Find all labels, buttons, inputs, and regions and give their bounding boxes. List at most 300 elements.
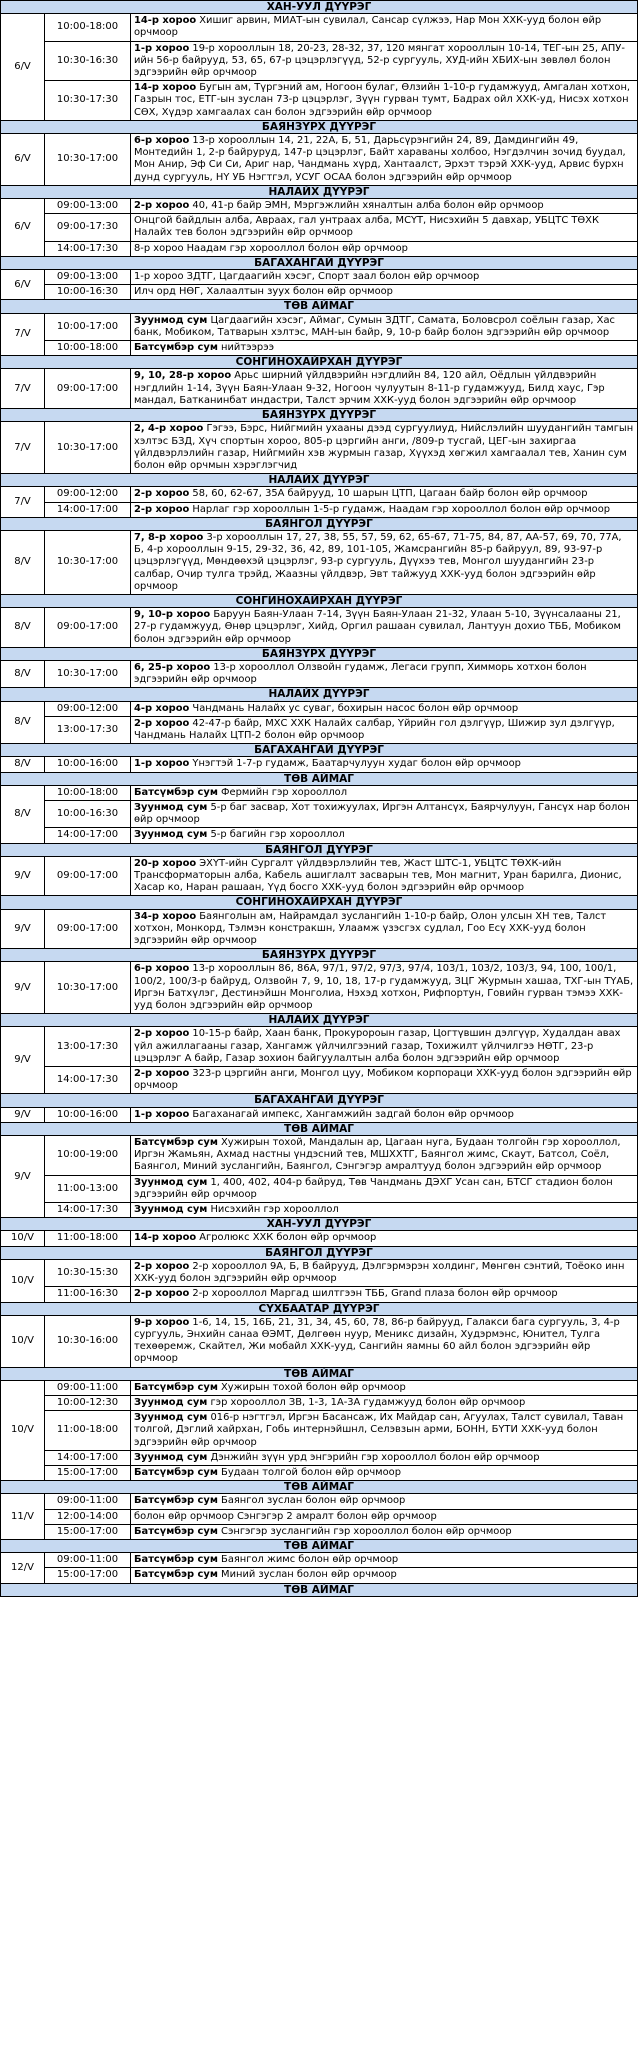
area-details: 323-р цэргийн анги, Монгол цуу, Мобиком корпораци ХХК-ууд болон эдгээрийн өйр орчмоор <box>134 1068 632 1092</box>
outage-area-description <box>131 199 638 214</box>
outage-time: 14:00-17:30 <box>45 1067 131 1094</box>
outage-time: 11:00-16:30 <box>45 1287 131 1302</box>
district-header-row <box>1 647 638 660</box>
area-details: Нарлаг гэр хорооллын 1-5-р гудамж, Наадам гэр хорооллол болон өйр орчмоор <box>189 503 611 515</box>
district-header: ТӨВ АЙМАГ <box>1 1539 638 1552</box>
district-header: СҮХБААТАР ДҮҮРЭГ <box>1 1302 638 1315</box>
area-location: Батсүмбэр сум <box>134 1466 218 1478</box>
area-location: 9, 10, 28-р хороо <box>134 370 232 382</box>
outage-time: 10:00-18:00 <box>45 341 131 356</box>
outage-area-description <box>131 1395 638 1410</box>
district-header-row <box>1 896 638 909</box>
district-header-row <box>1 474 638 487</box>
area-details: 2-р хорооллол Маргад шилтгээн ТББ, Grand плаза болон өйр орчмоор <box>189 1288 558 1300</box>
area-location: Батсүмбэр сум <box>134 1554 218 1566</box>
schedule-row <box>1 1107 638 1122</box>
district-header-row <box>1 300 638 313</box>
outage-area-description <box>131 716 638 743</box>
area-location: 2-р хороо <box>134 1288 190 1300</box>
schedule-row <box>1 341 638 356</box>
outage-area-description <box>131 1524 638 1539</box>
outage-time: 10:00-16:00 <box>45 1107 131 1122</box>
outage-time: 09:00-17:00 <box>45 909 131 949</box>
outage-time: 09:00-17:30 <box>45 214 131 241</box>
area-location: Зуунмод сум <box>134 1451 208 1463</box>
outage-time: 14:00-17:00 <box>45 502 131 517</box>
area-details: 1-р хороо ЗДТГ, Цагдаагийн хэсэг, Спорт заал болон өйр орчмоор <box>134 271 480 283</box>
area-details: Илч орд НӨГ, Халаалтын зуух болон өйр орчмоор <box>134 286 393 298</box>
outage-area-description <box>131 1231 638 1246</box>
area-details: 13-р хорооллын 86, 86А, 97/1, 97/2, 97/3, 97/4, 103/1, 103/2, 103/3, 94, 100, 100/1, 100/2, 100/3-р байруд, Олзвойн 7, 9, 10, 18, 17-р гудамжууд, ЗЦГ Журмын хашаа, ТХГ-ын ТҮАБ, Иргэн Батхүлэг, Дестинэйшн Монголиа, Нэхэд хотхон, Рифпортун, Говийн гурван тэмээ ХХК-ууд болон эдгээрийн өйр орчмоор <box>134 963 634 1012</box>
district-header: БАЯНГОЛ ДҮҮРЭГ <box>1 1246 638 1259</box>
district-header: БАГАХАНГАЙ ДҮҮРЭГ <box>1 744 638 757</box>
schedule-row <box>1 214 638 241</box>
outage-area-description <box>131 701 638 716</box>
area-details: 13-р хорооллол Олзвойн гудамж, Легаси групп, Химморь хотхон болон эдгээрийн өйр орчмоор <box>134 661 587 686</box>
schedule-row <box>1 1136 638 1176</box>
area-location: 2-р хороо <box>134 200 190 212</box>
schedule-row <box>1 502 638 517</box>
outage-date: 8/V <box>1 785 45 843</box>
outage-area-description <box>131 1315 638 1367</box>
outage-time: 13:00-17:30 <box>45 716 131 743</box>
area-details: 40, 41-р байр ЭМН, Мэргэжлийн хяналтын алба болон өйр орчмоор <box>189 200 544 212</box>
outage-area-description <box>131 1259 638 1286</box>
outage-time: 09:00-17:00 <box>45 856 131 896</box>
district-header-row <box>1 949 638 962</box>
outage-time: 14:00-17:30 <box>45 241 131 256</box>
outage-date: 10/V <box>1 1231 45 1246</box>
outage-time: 10:30-17:00 <box>45 422 131 474</box>
area-details: 5-р багийн гэр хорооллол <box>207 829 345 841</box>
area-details: 3-р хорооллын 17, 27, 38, 55, 57, 59, 62, 65-67, 71-75, 84, 87, АА-57, 69, 70, 77А, Б, 4-р хорооллын 9-15, 29-32, 36, 42, 89, 101-105, Жамсрангийн 85-р байруул, 89, 93-97-р цэцэрлэгүүд, Мөндөөхэй цэцэрлэг, 93-р сургууль, Дүүхээ тев, Монгол шуудангийн 23-р салбар, Очир тулга трэйд, Жаазны үйлдвэр, Эвт тайжууд ХХК-ууд болон эдгээрийн өйр орчмоор <box>134 531 622 592</box>
district-header-row <box>1 1094 638 1107</box>
schedule-row <box>1 134 638 186</box>
outage-date: 7/V <box>1 422 45 474</box>
outage-time: 09:00-17:00 <box>45 369 131 409</box>
schedule-row <box>1 1450 638 1465</box>
district-header: ХАН-УУЛ ДҮҮРЭГ <box>1 1 638 14</box>
outage-date: 8/V <box>1 757 45 772</box>
area-location: 2-р хороо <box>134 503 190 515</box>
outage-date: 12/V <box>1 1553 45 1583</box>
area-details: Баянголын ам, Найрамдал зуслангийн 1-10-р байр, Олон улсын ХН тев, Талст хотхон, Монкорд, Тэлмэн констракшн, Улаамж үзэсгэх судлал, Гоо Есү ХХК-ууд болон эдгээрийн өйр орчмоор <box>134 910 607 947</box>
schedule-row <box>1 1465 638 1480</box>
area-details: Баруун Баян-Улаан 7-14, Зүүн Баян-Улаан 21-32, Улаан 5-10, Зүүнсалааны 21, 27-р гудамжууд, Өнөр цэцэрлэг, Хийд, Оргил рашаан сувилал, Лантуун дохио ТББ, Мобиком болон эдгээрийн өйр орчмоор <box>134 609 621 645</box>
schedule-row <box>1 1175 638 1202</box>
district-header-row <box>1 594 638 607</box>
outage-area-description <box>131 1553 638 1568</box>
area-details: 1-6, 14, 15, 16Б, 21, 31, 34, 45, 60, 78, 86-р байрууд, Галакси бага сургууль, 3, 4-р сургууль, Энхийн санаа ӨЭМТ, Дөлгөөн нуур, Меникс дизайн, Худэрмэнс, Юнител, Тулга техөөремж, Скайтел, Жи мобайл ХХК-ууд, Сангийн яамны 60 айл болон эдгээрийн өйр орчмоор <box>134 1316 620 1365</box>
outage-time: 09:00-12:00 <box>45 487 131 502</box>
outage-area-description <box>131 757 638 772</box>
outage-date: 10/V <box>1 1315 45 1367</box>
outage-area-description <box>131 14 638 41</box>
outage-area-description <box>131 285 638 300</box>
area-location: Зуунмод сум <box>134 1412 208 1424</box>
district-header: БАЯНЗҮРХ ДҮҮРЭГ <box>1 647 638 660</box>
district-header: СОНГИНОХАЙРХАН ДҮҮРЭГ <box>1 896 638 909</box>
district-header-row <box>1 772 638 785</box>
district-header: ТӨВ АЙМАГ <box>1 772 638 785</box>
area-details: Нисэхийн гэр хорооллол <box>207 1204 339 1216</box>
outage-area-description <box>131 1107 638 1122</box>
outage-time: 15:00-17:00 <box>45 1465 131 1480</box>
outage-time: 09:00-17:00 <box>45 608 131 648</box>
outage-area-description <box>131 422 638 474</box>
area-details: нийтээрээ <box>217 342 275 354</box>
district-header-row <box>1 843 638 856</box>
schedule-row <box>1 962 638 1014</box>
outage-date: 9/V <box>1 1027 45 1094</box>
outage-time: 15:00-17:00 <box>45 1524 131 1539</box>
outage-time: 14:00-17:30 <box>45 1203 131 1218</box>
schedule-row <box>1 608 638 648</box>
area-details: 19-р хорооллын 18, 20-23, 28-32, 37, 120 мянгат хорооллын 10-14, ТЕГ-ын 25, АПУ-ийн 56-р байрууд, 53, 65, 67-р цэцэрлэгүүд, 52-р сургууль, ХУД-ийн ХБИХ-ын зөвлөл болон эдгээрийн өйр орчмоор <box>134 42 625 79</box>
schedule-row <box>1 1067 638 1094</box>
area-location: 14-р хороо <box>134 1232 197 1244</box>
outage-time: 09:00-13:00 <box>45 270 131 285</box>
district-header-row <box>1 1122 638 1135</box>
district-header-row <box>1 120 638 133</box>
area-details: 10-15-р байр, Хаан банк, Прокуророын газар, Цогтүвшин дэлгүүр, Худалдан авах үйл ажиллагааны газар, Хангамж үйлчилгээний газар, Тохижилт үйлчилгээ НӨТГ, 23-р цэцэрлэг А байр, Газар зохион байгуулалтын алба болон эдгээрийн өйр орчмоор <box>134 1028 621 1064</box>
area-location: Батсүмбэр сум <box>134 1569 218 1581</box>
outage-time: 11:00-18:00 <box>45 1231 131 1246</box>
schedule-row <box>1 487 638 502</box>
area-location: 7, 8-р хороо <box>134 531 204 543</box>
district-header: БАЯНГОЛ ДҮҮРЭГ <box>1 517 638 530</box>
outage-time: 10:00-18:00 <box>45 785 131 800</box>
district-header-row <box>1 688 638 701</box>
district-header-row <box>1 1481 638 1494</box>
area-details: 1, 400, 402, 404-р байруд, Төв Чандмань ДЭХГ Усан сан, БТСГ стадион болон эдгээрийн өйр орчмоор <box>134 1176 613 1200</box>
area-details: 2-р хорооллол 9А, Б, В байрууд, Дэлгэрмэрэн холдинг, Мөнгөн сэнтий, Тоёокo инн ХХК-ууд болон эдгээрийн өйр орчмоор <box>134 1260 625 1285</box>
schedule-row <box>1 701 638 716</box>
area-details: гэр хорооллол ЗВ, 1-3, 1А-3А гудамжууд болон өйр орчмоор <box>207 1396 526 1408</box>
outage-area-description <box>131 1027 638 1067</box>
area-details: Миний зуслан болон өйр орчмоор <box>217 1569 397 1581</box>
outage-time: 10:30-17:00 <box>45 962 131 1014</box>
district-header: БАЯНЗҮРХ ДҮҮРЭГ <box>1 949 638 962</box>
area-location: 4-р хороо <box>134 702 190 714</box>
district-header: ТӨВ АЙМАГ <box>1 1481 638 1494</box>
schedule-row <box>1 41 638 81</box>
district-header: БАГАХАНГАЙ ДҮҮРЭГ <box>1 1094 638 1107</box>
area-details: 13-р хорооллын 14, 21, 22А, Б, 51, Дарьсүрэнгийн 24, 89, Дамдингийн 49, Монтедийн 1, 2-р байруруд, 147-р цэцэрлэг, Байт хараваны холбоо, Нэгдэлчин зочид буудал, Мон Анир, Эф Си Си, Ариг нар, Чандмань хүрд, Хантаалст, Эрхэт тэрэй ХХК-ууд, Арвис бурхн дунд сургууль, НҮ УБ Нэгтгэл, УСУГ ОСАА болон эдгээрийн өйр орчмоор <box>134 135 626 183</box>
outage-time: 09:00-13:00 <box>45 199 131 214</box>
outage-area-description <box>131 1411 638 1451</box>
district-header: ХАН-УУЛ ДҮҮРЭГ <box>1 1218 638 1231</box>
area-location: 2-р хороо <box>134 1028 190 1040</box>
schedule-row <box>1 1259 638 1286</box>
district-header: НАЛАЙХ ДҮҮРЭГ <box>1 474 638 487</box>
schedule-row <box>1 313 638 340</box>
outage-date: 6/V <box>1 134 45 186</box>
district-header-row <box>1 1246 638 1259</box>
district-header: БАЯНЗҮРХ ДҮҮРЭГ <box>1 120 638 133</box>
schedule-row <box>1 785 638 800</box>
outage-area-description <box>131 1203 638 1218</box>
outage-area-description <box>131 41 638 81</box>
outage-area-description <box>131 1380 638 1395</box>
outage-area-description <box>131 487 638 502</box>
outage-date: 8/V <box>1 608 45 648</box>
outage-area-description <box>131 214 638 241</box>
district-header-row <box>1 356 638 369</box>
outage-area-description <box>131 962 638 1014</box>
area-location: 6, 25-р хороо <box>134 661 211 673</box>
schedule-row <box>1 1027 638 1067</box>
outage-time: 10:30-17:00 <box>45 660 131 687</box>
area-details: Дэнжийн зүүн урд энгэрийн гэр хорооллол болон өйр орчмоор <box>207 1451 540 1463</box>
area-details: Хужирын тохой болон өйр орчмоор <box>217 1381 406 1393</box>
outage-time: 10:30-17:30 <box>45 81 131 121</box>
outage-area-description <box>131 1450 638 1465</box>
outage-date: 8/V <box>1 530 45 594</box>
schedule-row <box>1 828 638 843</box>
schedule-row <box>1 1231 638 1246</box>
outage-date: 8/V <box>1 701 45 744</box>
schedule-row <box>1 81 638 121</box>
area-location: 2-р хороо <box>134 1068 190 1080</box>
area-location: 34-р хороо <box>134 910 197 922</box>
area-location: 6-р хороо <box>134 963 190 975</box>
schedule-row <box>1 757 638 772</box>
district-header: БАГАХАНГАЙ ДҮҮРЭГ <box>1 256 638 269</box>
district-header: БАЯНГОЛ ДҮҮРЭГ <box>1 843 638 856</box>
outage-date: 6/V <box>1 199 45 257</box>
outage-area-description <box>131 530 638 594</box>
outage-time: 10:00-16:00 <box>45 757 131 772</box>
area-location: 14-р хороо <box>134 15 197 27</box>
outage-area-description <box>131 856 638 896</box>
district-header: ТӨВ АЙМАГ <box>1 300 638 313</box>
outage-time: 12:00-14:00 <box>45 1509 131 1524</box>
district-header-row <box>1 517 638 530</box>
area-location: Зуунмод сум <box>134 829 208 841</box>
schedule-row <box>1 1568 638 1583</box>
district-header-row <box>1 1 638 14</box>
outage-time: 10:00-19:00 <box>45 1136 131 1176</box>
outage-area-description <box>131 800 638 827</box>
area-location: Зуунмод сум <box>134 1204 208 1216</box>
outage-date: 10/V <box>1 1380 45 1480</box>
schedule-row <box>1 1203 638 1218</box>
schedule-row <box>1 530 638 594</box>
outage-time: 11:00-13:00 <box>45 1175 131 1202</box>
district-header-row <box>1 1583 638 1596</box>
area-location: Батсүмбэр сум <box>134 342 218 354</box>
district-header-row <box>1 185 638 198</box>
area-location: 2, 4-р хороо <box>134 423 204 435</box>
outage-area-description <box>131 828 638 843</box>
outage-area-description <box>131 1067 638 1094</box>
schedule-row <box>1 1509 638 1524</box>
schedule-row <box>1 1287 638 1302</box>
area-details: 58, 60, 62-67, 35А байрууд, 10 шарын ЦТП, Цагаан байр болон өйр орчмоор <box>189 488 588 500</box>
outage-time: 09:00-12:00 <box>45 701 131 716</box>
district-header-row <box>1 409 638 422</box>
outage-date: 8/V <box>1 660 45 687</box>
district-header: СОНГИНОХАЙРХАН ДҮҮРЭГ <box>1 356 638 369</box>
area-location: 14-р хороо <box>134 82 197 94</box>
schedule-row <box>1 1524 638 1539</box>
outage-time: 15:00-17:00 <box>45 1568 131 1583</box>
outage-time: 10:30-15:30 <box>45 1259 131 1286</box>
area-details: Үнэгтэй 1-7-р гудамж, Баатарчулуун худаг болон өйр орчмоор <box>189 758 521 770</box>
schedule-row <box>1 1315 638 1367</box>
outage-area-description <box>131 270 638 285</box>
outage-area-description <box>131 1175 638 1202</box>
outage-date: 6/V <box>1 14 45 121</box>
outage-time: 10:30-16:00 <box>45 1315 131 1367</box>
area-location: 6-р хороо <box>134 135 190 147</box>
outage-area-description <box>131 660 638 687</box>
area-details: Хишиг арвин, МИАТ-ын сувилал, Сансар сүлжээ, Нар Мон ХХК-ууд болон өйр орчмоор <box>134 15 602 39</box>
outage-date: 10/V <box>1 1259 45 1302</box>
outage-date: 9/V <box>1 1107 45 1122</box>
schedule-row <box>1 716 638 743</box>
outage-area-description <box>131 502 638 517</box>
district-header: НАЛАЙХ ДҮҮРЭГ <box>1 688 638 701</box>
area-location: Батсүмбэр сум <box>134 1495 218 1507</box>
outage-date: 7/V <box>1 313 45 356</box>
outage-time: 10:00-16:30 <box>45 800 131 827</box>
area-location: Зуунмод сум <box>134 801 208 813</box>
area-details: Баянгол жимс болон өйр орчмоор <box>217 1554 399 1566</box>
district-header-row <box>1 1302 638 1315</box>
area-details: Чандмань Налайх ус суваг, бохирын насос болон өйр орчмоор <box>189 702 519 714</box>
outage-date: 9/V <box>1 856 45 896</box>
area-details: Агролюкс ХХК болон өйр орчмоор <box>196 1232 377 1244</box>
area-location: 1-р хороо <box>134 42 190 54</box>
district-header-row <box>1 744 638 757</box>
outage-time: 10:00-16:30 <box>45 285 131 300</box>
schedule-row <box>1 369 638 409</box>
area-details: 42-47-р байр, МХС ХХК Налайх салбар, Үйрийн гол дэлгүүр, Шижир зул дэлгүүр, Чандмань Налайх ЦТП-2 болон өйр орчмоор <box>134 717 615 741</box>
outage-area-description <box>131 1494 638 1509</box>
outage-area-description <box>131 1509 638 1524</box>
outage-time: 10:00-17:00 <box>45 313 131 340</box>
outage-date: 9/V <box>1 909 45 949</box>
outage-time: 10:00-12:30 <box>45 1395 131 1410</box>
schedule-row <box>1 199 638 214</box>
area-location: Батсүмбэр сум <box>134 1525 218 1537</box>
area-location: 2-р хороо <box>134 1260 190 1272</box>
outage-time: 11:00-18:00 <box>45 1411 131 1451</box>
area-details: ЭХҮТ-ийн Сургалт үйлдвэрлэлийн тев, Жаст ШТС-1, УБЦТС ТӨХК-ийн Трансформаторын алба, Кабель ашиглалт засварын тев, Мон магнит, Уран барилга, Дионис, Хасар ко, Наран рашаан, Үүд босго ХХК-ууд болон эдгээрийн өйр орчмоор <box>134 857 622 894</box>
district-header: НАЛАЙХ ДҮҮРЭГ <box>1 185 638 198</box>
outage-date: 7/V <box>1 487 45 517</box>
outage-area-description <box>131 1465 638 1480</box>
outage-date: 7/V <box>1 369 45 409</box>
area-location: Батсүмбэр сум <box>134 786 218 798</box>
schedule-row <box>1 1380 638 1395</box>
outage-time: 09:00-11:00 <box>45 1380 131 1395</box>
outage-area-description <box>131 134 638 186</box>
area-details: Баянгол зуслан болон өйр орчмоор <box>217 1495 406 1507</box>
area-location: 1-р хороо <box>134 1108 190 1120</box>
district-header: НАЛАЙХ ДҮҮРЭГ <box>1 1014 638 1027</box>
outage-time: 10:30-17:00 <box>45 134 131 186</box>
area-location: Зуунмод сум <box>134 314 208 326</box>
schedule-row <box>1 14 638 41</box>
schedule-row <box>1 241 638 256</box>
area-location: Батсүмбэр сум <box>134 1137 218 1149</box>
area-details: Фермийн гэр хорооллол <box>217 786 347 798</box>
schedule-row <box>1 422 638 474</box>
schedule-row <box>1 1395 638 1410</box>
outage-area-description <box>131 1287 638 1302</box>
schedule-row <box>1 1553 638 1568</box>
district-header: ТӨВ АЙМАГ <box>1 1122 638 1135</box>
outage-date: 6/V <box>1 270 45 300</box>
district-header-row <box>1 1014 638 1027</box>
schedule-row <box>1 285 638 300</box>
area-details: Арьс ширний үйлдвэрийн нэгдлийн 84, 120 айл, Оёдлын үйлдвэрийн нэгдлийн 1-14, Зүүн Баян-Улаан 9-32, Ногоон чулуутын 8-11-р гудамжууд, Билд хаус, Гэр мандал, Батканинбат индастри, Талст эрчим ХХК-ууд болон эдгээрийн өйр орчмоор <box>134 370 605 406</box>
schedule-row <box>1 270 638 285</box>
outage-area-description <box>131 909 638 949</box>
area-details: Хужирын тохой, Мандалын ар, Цагаан нуга, Будаан толгойн гэр хорооллол, Иргэн Жамьян, Ахмад настны үндэсний тев, МШХХТГ, Баянгол жимс, Скаут, Батсол, Соёл, Баянгол, Миний зуслангийн, Баянгол, Сэнгэгэр амралтууд болон эдгээрийн өйр орчмоор <box>134 1137 621 1173</box>
outage-area-description <box>131 241 638 256</box>
area-details: Бугын ам, Түргэний ам, Ногоон булаг, Өлзийн 1-10-р гудамжууд, Амгалан хотхон, Газрын тос, ЕТГ-ын зуслан 73-р цэцэрлэг, Зүүн гурван тумт, Бадрах ойл ХХК-уд, Нисэх хотхон СӨХ, Хүдэр хамгаалах сан болон эдгээрийн өйр орчмоор <box>134 82 631 118</box>
area-location: 2-р хороо <box>134 717 190 729</box>
area-details: болон өйр орчмоор Сэнгэгэр 2 амралт болон өйр орчмоор <box>134 1510 437 1522</box>
area-details: 016-р нэгтгэл, Иргэн Басансаж, Их Майдар сан, Агуулах, Талст сувилал, Таван толгой, Дэглий хайрхан, Гобь интернэйшнл, Селэвзын арми, БОНН, БҮТИ ХХК-ууд болон эдгээрийн өйр орчмоор <box>134 1412 624 1448</box>
area-details: Сэнгэгэр зуслангийн гэр хорооллол болон өйр орчмоор <box>217 1525 512 1537</box>
outage-area-description <box>131 785 638 800</box>
area-location: 2-р хороо <box>134 488 190 500</box>
outage-area-description <box>131 81 638 121</box>
area-location: Зуунмод сум <box>134 1176 208 1188</box>
district-header-row <box>1 1539 638 1552</box>
outage-time: 10:30-17:00 <box>45 530 131 594</box>
outage-area-description <box>131 608 638 648</box>
area-details: Багаханагай импекс, Хангамжийн задгай болон өйр орчмоор <box>189 1108 514 1120</box>
outage-area-description <box>131 1568 638 1583</box>
area-location: 9, 10-р хороо <box>134 609 211 621</box>
outage-area-description <box>131 369 638 409</box>
outage-area-description <box>131 341 638 356</box>
outage-time: 09:00-11:00 <box>45 1494 131 1509</box>
area-location: 9-р хороо <box>134 1316 190 1328</box>
area-details: 5-р баг засвар, Хот тохижуулах, Иргэн Алтансүх, Баярчулуун, Гансүх нар болон өйр орчмоор <box>134 801 630 826</box>
outage-time: 14:00-17:00 <box>45 1450 131 1465</box>
district-header-row <box>1 1367 638 1380</box>
schedule-row <box>1 1494 638 1509</box>
district-header: ТӨВ АЙМАГ <box>1 1583 638 1596</box>
district-header-row <box>1 1218 638 1231</box>
district-header: СОНГИНОХАЙРХАН ДҮҮРЭГ <box>1 594 638 607</box>
schedule-row <box>1 856 638 896</box>
outage-date: 9/V <box>1 962 45 1014</box>
area-details: 8-р хороо Наадам гэр хорооллол болон өйр орчмоор <box>134 242 408 254</box>
outage-time: 13:00-17:30 <box>45 1027 131 1067</box>
schedule-row <box>1 1411 638 1451</box>
outage-time: 10:00-18:00 <box>45 14 131 41</box>
outage-area-description <box>131 1136 638 1176</box>
schedule-body <box>1 1 638 1597</box>
schedule-row <box>1 800 638 827</box>
outage-time: 10:30-16:30 <box>45 41 131 81</box>
outage-area-description <box>131 313 638 340</box>
outage-time: 09:00-11:00 <box>45 1553 131 1568</box>
district-header: ТӨВ АЙМАГ <box>1 1367 638 1380</box>
outage-date: 11/V <box>1 1494 45 1540</box>
outage-date: 9/V <box>1 1136 45 1218</box>
area-details: Гэгээ, Бэрс, Нийгмийн ухааны дээд сургуулиуд, Нийслэлийн шуудангийн тамгын хэлтэс БЗД, Хүч спортын хороо, 805-р цэргийн анги, /809-р тусгай, ЦЕГ-ын захиргаа үйлдвэрлэлийн газар, Нийгмийн хэв журмын газар, Хүүхэд хөгжил хамгаалал тев, Ханин сум болон өйр орчмын хэрэглэгчид <box>134 423 634 471</box>
area-location: Зуунмод сум <box>134 1396 208 1408</box>
